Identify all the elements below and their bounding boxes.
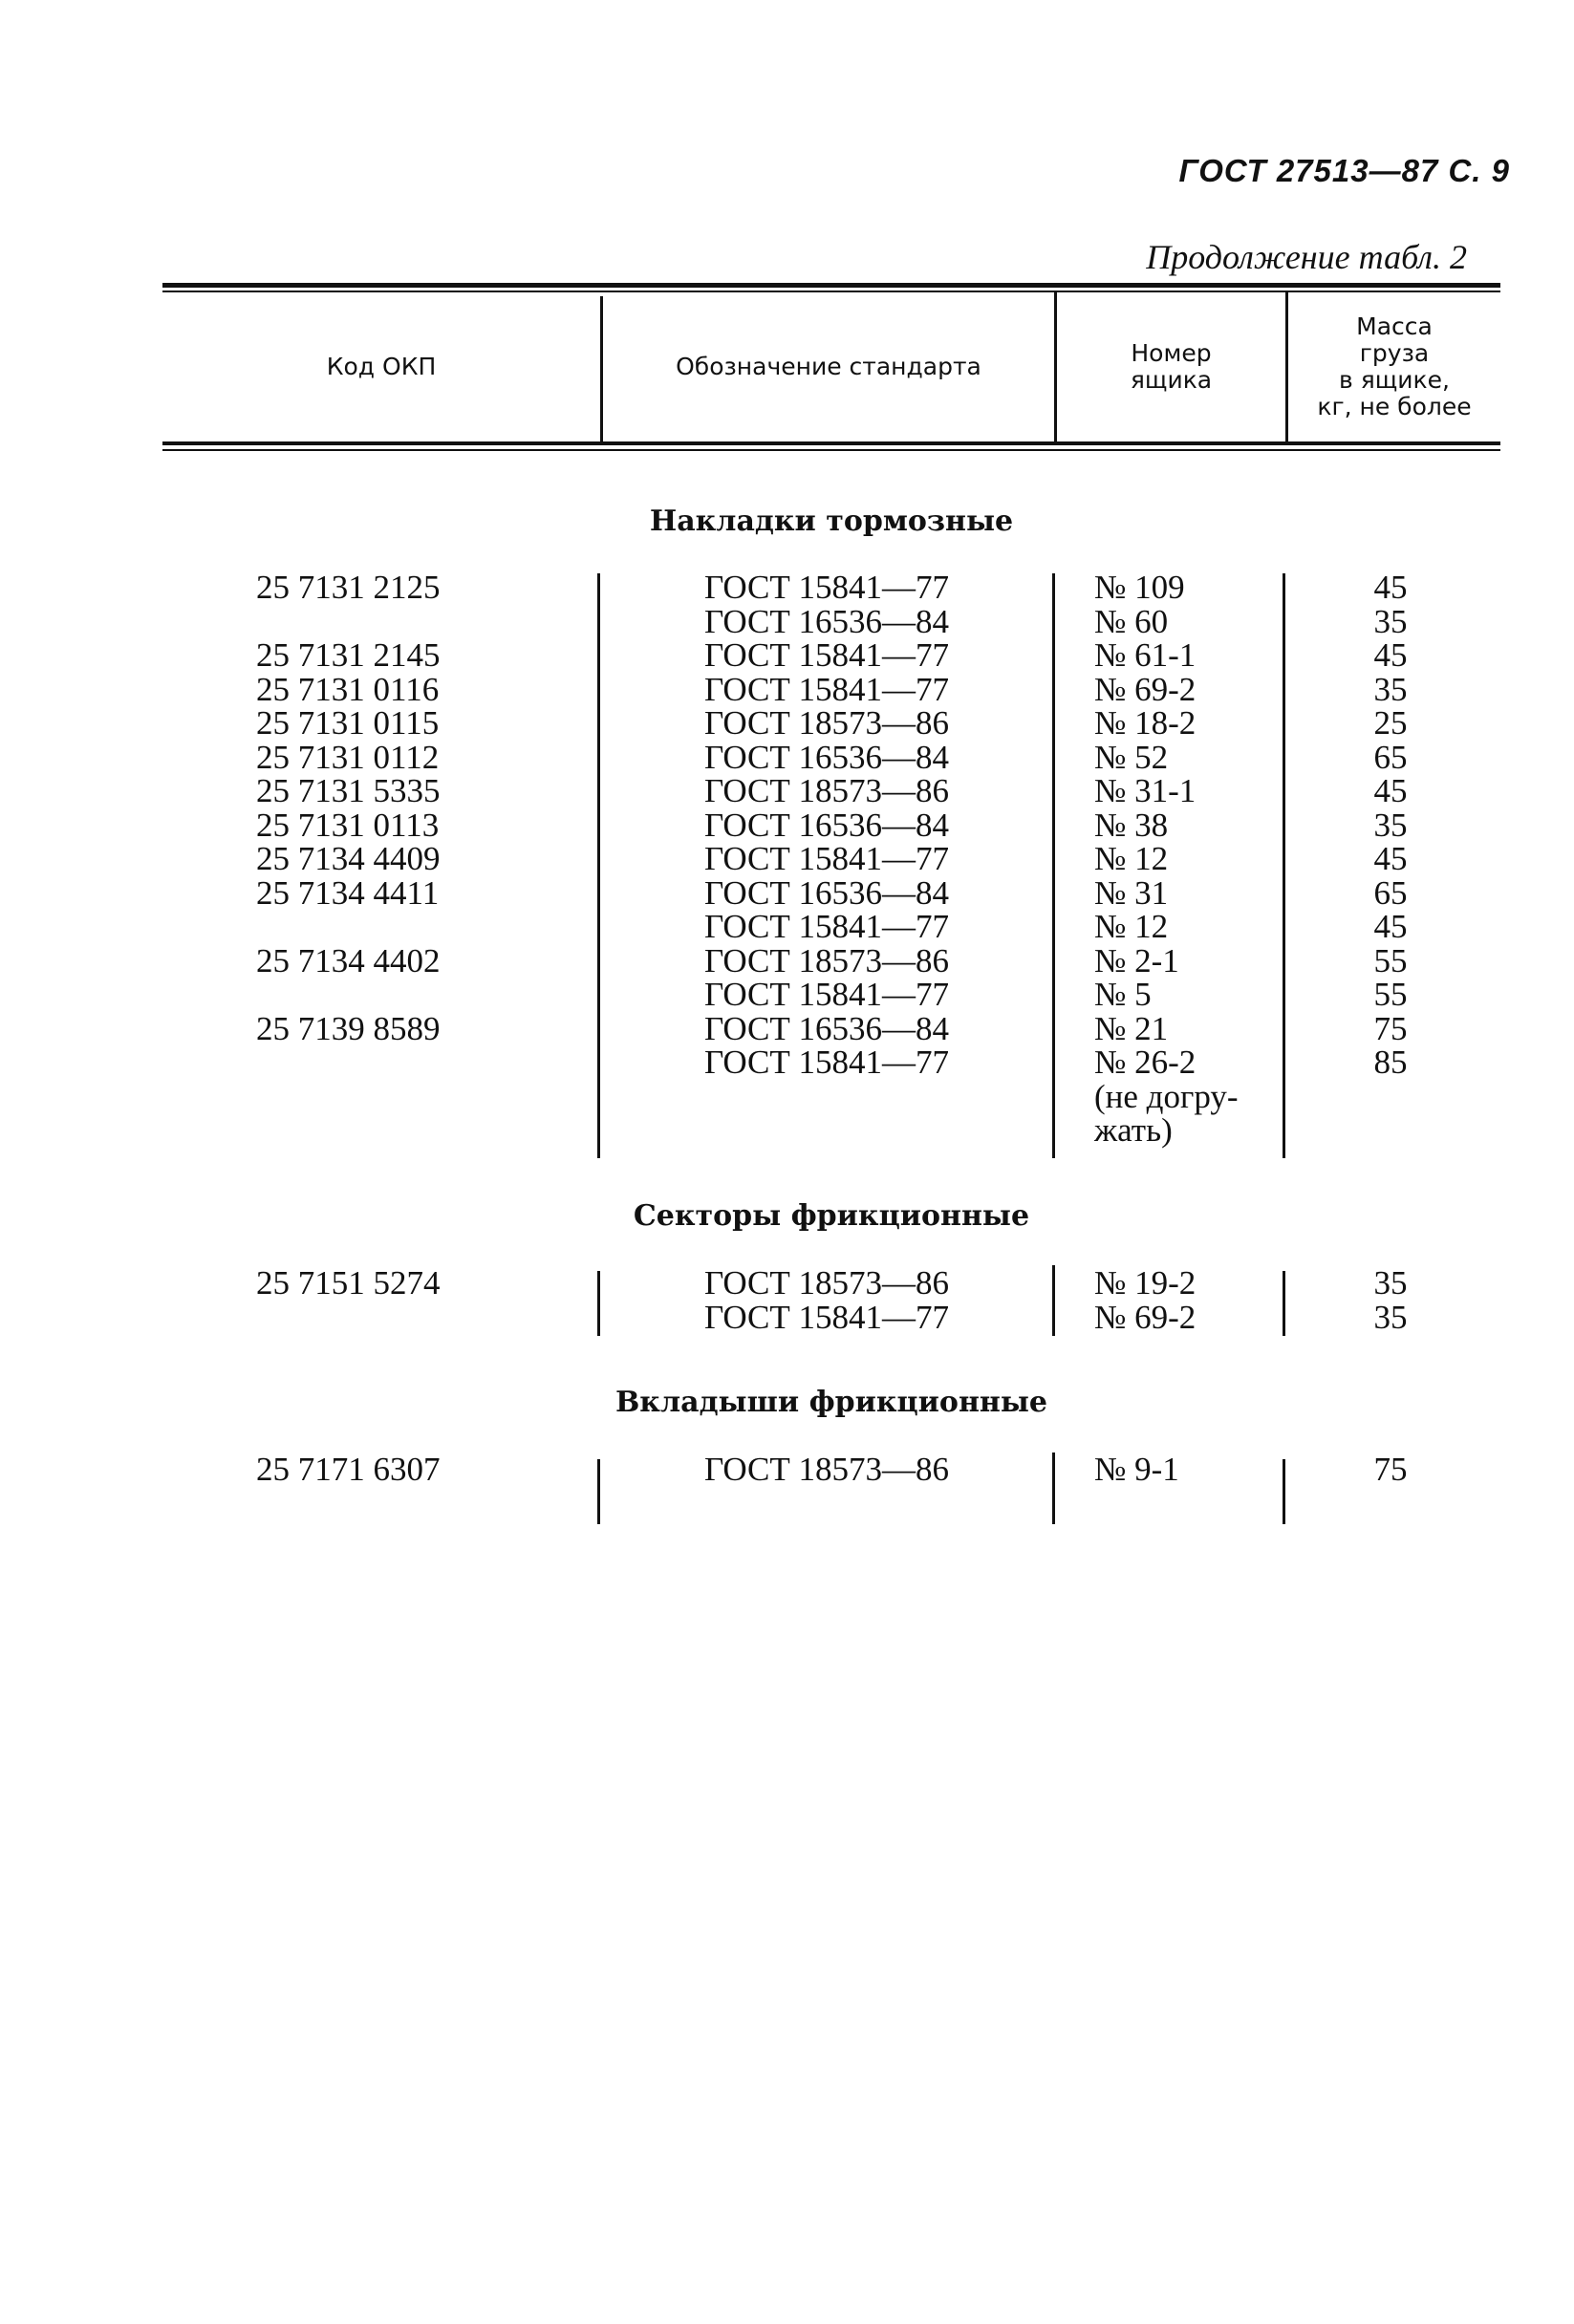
box-number-cell: № 21: [1094, 1009, 1169, 1047]
column-bar: [1052, 573, 1055, 1158]
section-title-brake-linings: Накладки тормозные: [649, 505, 1014, 538]
box-number-cell: № 12: [1094, 840, 1169, 877]
standard-cell: ГОСТ 15841—77: [703, 908, 950, 945]
box-number-cell: № 19-2: [1094, 1264, 1197, 1302]
okp-code-cell: 25 7134 4409: [256, 840, 441, 877]
box-number-cell: № 5: [1094, 976, 1152, 1013]
mass-cell: 35: [1373, 602, 1408, 640]
mass-cell: 45: [1373, 636, 1408, 674]
column-bar: [597, 1271, 600, 1336]
okp-code-cell: 25 7171 6307: [256, 1451, 441, 1488]
okp-code-cell: 25 7131 2145: [256, 636, 441, 674]
standard-cell: ГОСТ 15841—77: [703, 636, 950, 674]
column-bar: [1052, 1265, 1055, 1336]
header-bottom-rule-thin: [162, 449, 1500, 451]
standard-cell: ГОСТ 16536—84: [703, 873, 950, 912]
header-bottom-rule: [162, 441, 1500, 445]
standard-cell: ГОСТ 18573—86: [703, 704, 950, 742]
mass-cell: 25: [1373, 704, 1408, 742]
okp-code-cell: 25 7131 0112: [256, 738, 440, 776]
column-header-okp-code: Код ОКП: [326, 353, 437, 380]
box-number-cell: № 109: [1094, 569, 1185, 606]
mass-cell: 55: [1373, 941, 1408, 979]
box-number-cell: № 38: [1094, 806, 1169, 844]
mass-cell: 75: [1373, 1009, 1408, 1047]
mass-cell: 45: [1373, 772, 1408, 809]
box-number-cell: № 60: [1094, 602, 1169, 640]
box-number-cell: № 69-2: [1094, 1298, 1197, 1336]
mass-cell: 75: [1373, 1451, 1408, 1488]
column-header-max-mass: Масса груза в ящике, кг, не более: [1317, 312, 1472, 420]
column-bar: [1052, 1452, 1055, 1524]
standard-cell: ГОСТ 16536—84: [703, 738, 950, 776]
okp-code-cell: 25 7131 0115: [256, 704, 440, 742]
mass-cell: 85: [1373, 1044, 1408, 1081]
standard-cell: ГОСТ 18573—86: [703, 941, 950, 979]
mass-cell: 45: [1373, 908, 1408, 945]
okp-code-cell: 25 7131 2125: [256, 569, 441, 606]
mass-cell: 35: [1373, 1298, 1408, 1336]
box-number-cell: № 52: [1094, 738, 1169, 776]
column-header-box-number: Номер ящика: [1130, 339, 1213, 394]
standard-cell: ГОСТ 16536—84: [703, 602, 950, 640]
section-title-friction-inserts: Вкладыши фрикционные: [615, 1386, 1048, 1419]
table-top-rule: [162, 283, 1500, 288]
box-number-cell: № 31: [1094, 873, 1169, 912]
section-title-friction-sectors: Секторы фрикционные: [633, 1199, 1030, 1233]
standard-cell: ГОСТ 18573—86: [703, 1264, 950, 1302]
column-bar: [597, 1459, 600, 1524]
mass-cell: 45: [1373, 569, 1408, 606]
okp-code-cell: 25 7134 4411: [256, 873, 440, 912]
box-number-cell: № 12: [1094, 908, 1169, 945]
mass-cell: 35: [1373, 1264, 1408, 1302]
standard-cell: ГОСТ 15841—77: [703, 670, 950, 708]
okp-code-cell: 25 7131 5335: [256, 772, 441, 809]
mass-cell: 35: [1373, 670, 1408, 708]
box-number-cell: № 18-2: [1094, 704, 1197, 742]
box-number-cell: № 9-1: [1094, 1451, 1179, 1488]
okp-code-cell: 25 7139 8589: [256, 1009, 441, 1047]
mass-cell: 65: [1373, 738, 1408, 776]
standard-cell: ГОСТ 16536—84: [703, 1009, 950, 1047]
table-caption: Продолжение табл. 2: [1146, 238, 1467, 276]
box-number-cell: № 61-1: [1094, 636, 1197, 674]
mass-cell: 45: [1373, 840, 1408, 877]
mass-cell: 35: [1373, 806, 1408, 844]
box-number-cell: № 26-2 (не догру- жать): [1094, 1044, 1239, 1149]
column-header-standard: Обозначение стандарта: [676, 353, 981, 380]
mass-cell: 55: [1373, 976, 1408, 1013]
box-number-cell: № 2-1: [1094, 941, 1179, 979]
standard-cell: ГОСТ 18573—86: [703, 1451, 950, 1488]
okp-code-cell: 25 7134 4402: [256, 941, 441, 979]
okp-code-cell: 25 7151 5274: [256, 1264, 441, 1302]
standard-cell: ГОСТ 15841—77: [703, 1044, 950, 1081]
column-bar: [597, 573, 600, 1158]
standard-cell: ГОСТ 15841—77: [703, 1298, 950, 1336]
standard-cell: ГОСТ 15841—77: [703, 840, 950, 877]
standard-cell: ГОСТ 15841—77: [703, 976, 950, 1013]
okp-code-cell: 25 7131 0113: [256, 806, 440, 844]
standard-cell: ГОСТ 16536—84: [703, 806, 950, 844]
box-number-cell: № 69-2: [1094, 670, 1197, 708]
box-number-cell: № 31-1: [1094, 772, 1197, 809]
mass-cell: 65: [1373, 873, 1408, 912]
standard-cell: ГОСТ 18573—86: [703, 772, 950, 809]
standard-cell: ГОСТ 15841—77: [703, 569, 950, 606]
okp-code-cell: 25 7131 0116: [256, 670, 440, 708]
page-reference: ГОСТ 27513—87 С. 9: [1178, 153, 1510, 188]
